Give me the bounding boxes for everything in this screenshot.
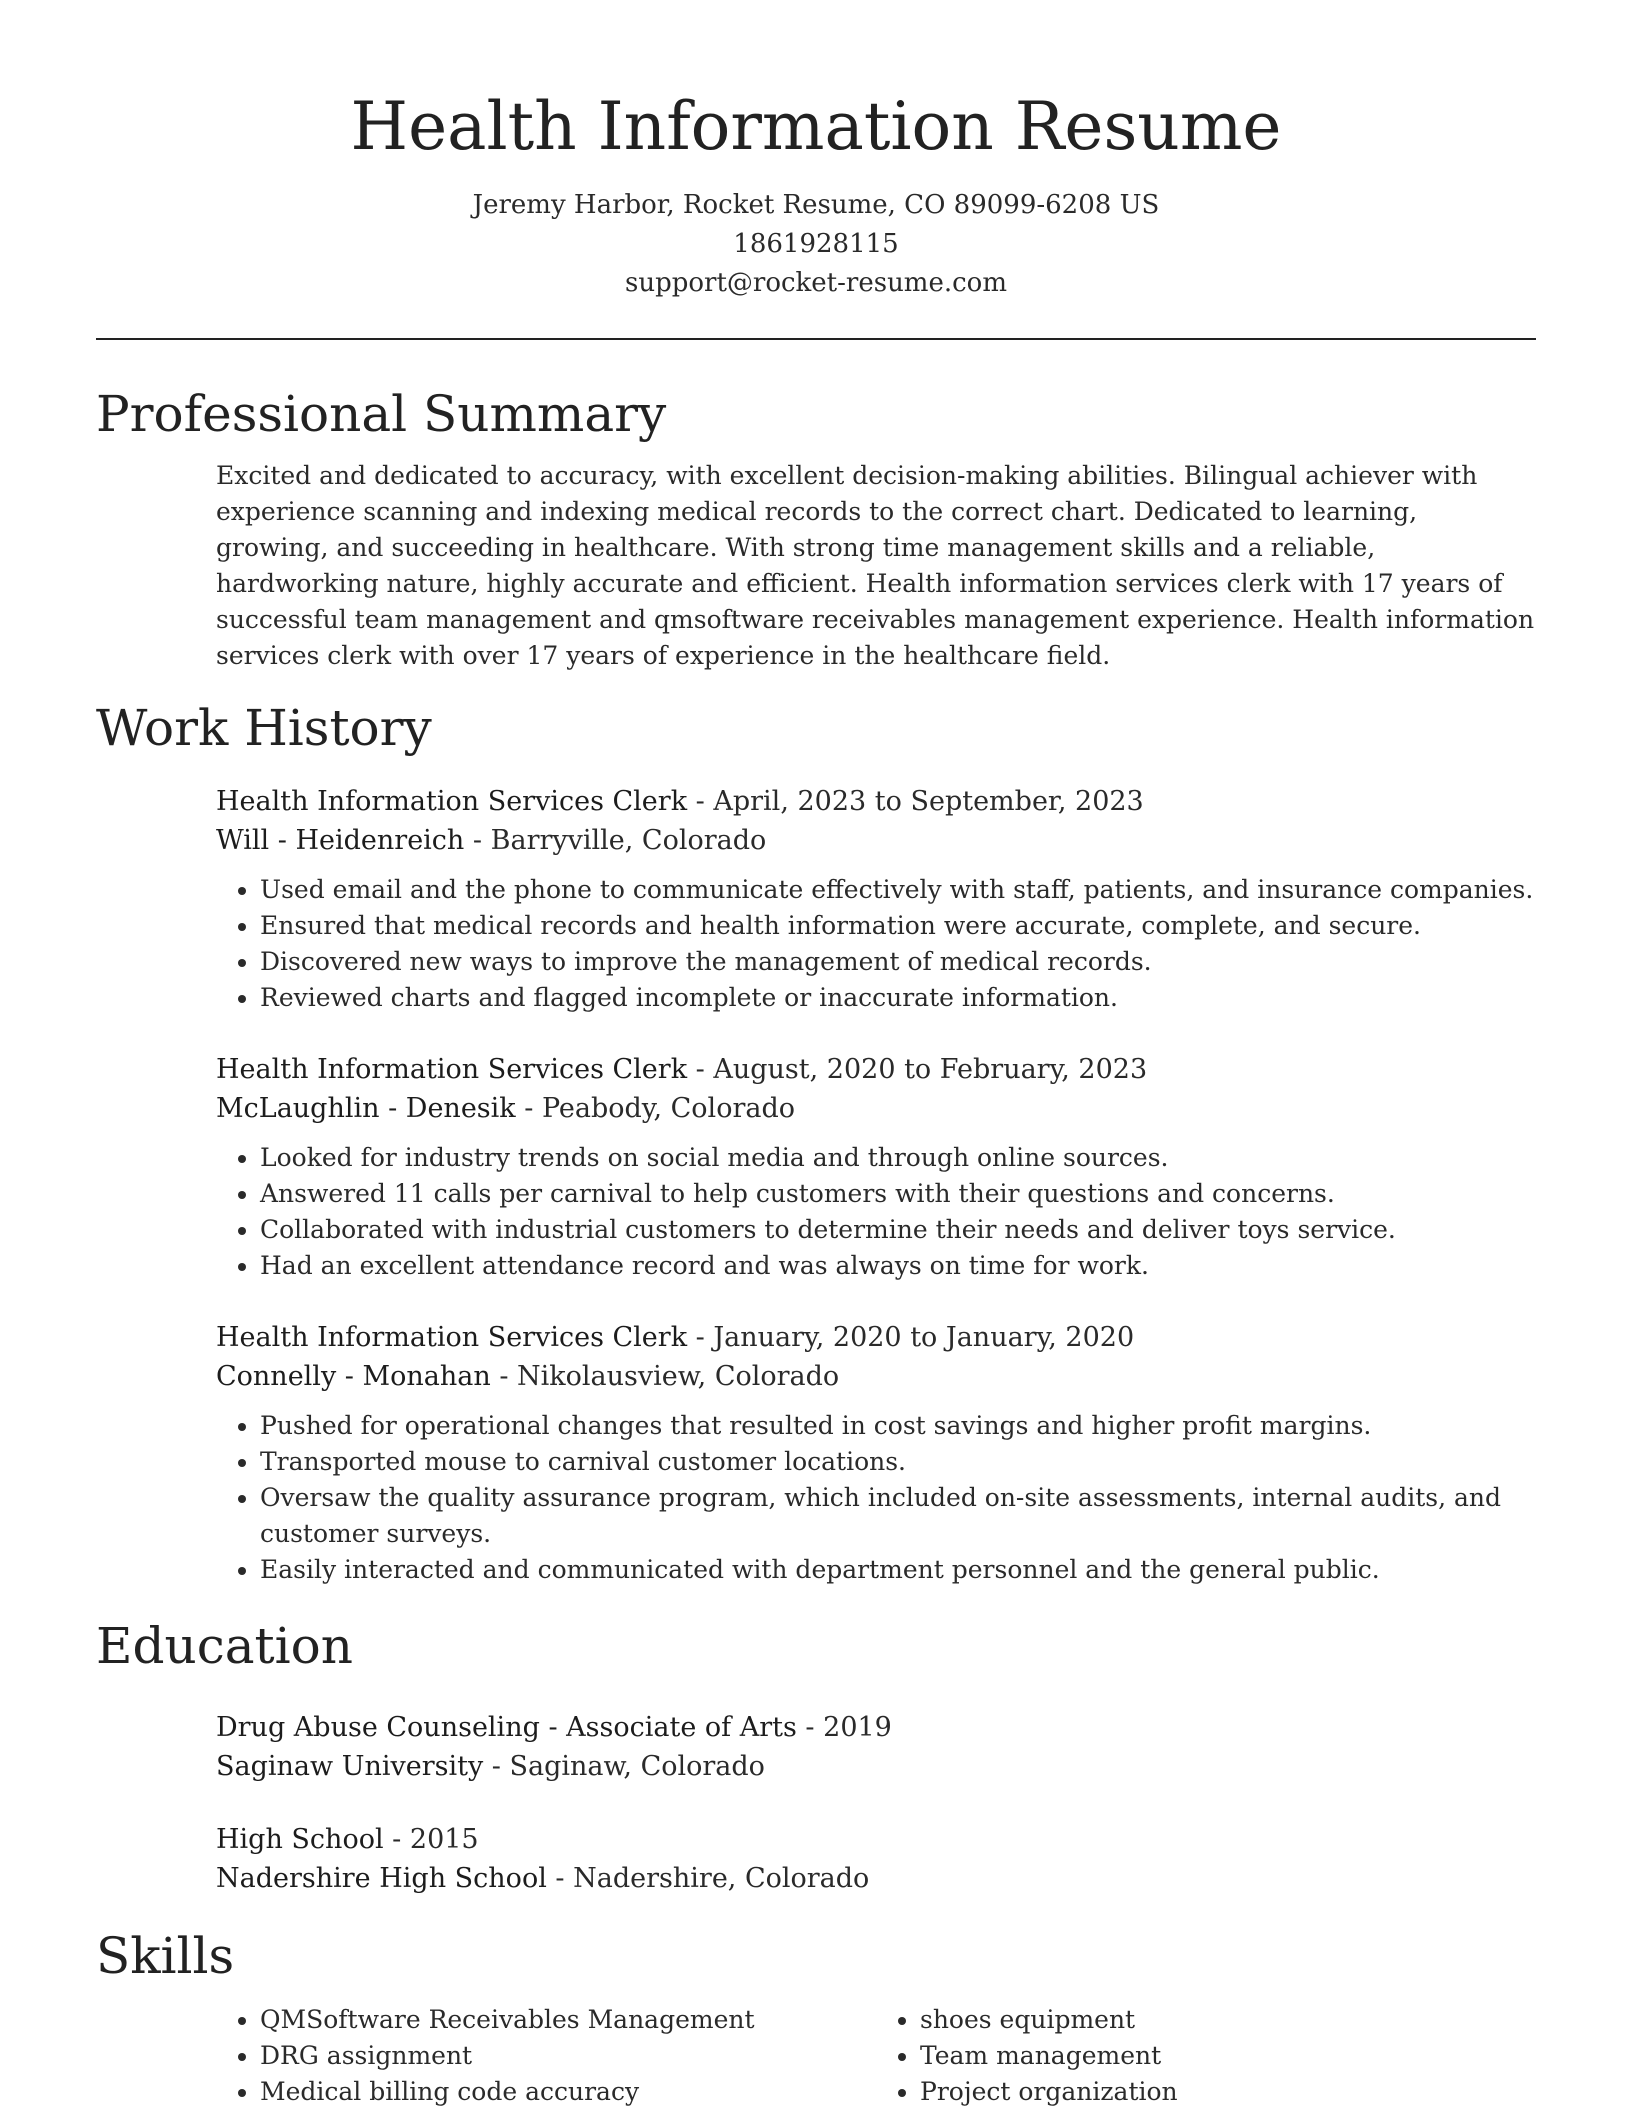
skills-column-left <box>216 2002 876 2110</box>
job-title: Health Information Services Clerk <box>216 1054 688 1085</box>
job-employer: Will - Heidenreich <box>216 825 465 856</box>
education-school-line: Nadershire High School - Nadershire, Colorado <box>216 1863 870 1894</box>
job-dates: April, 2023 to September, 2023 <box>713 786 1144 817</box>
education-degree-line: High School - 2015 <box>216 1824 479 1855</box>
job-location: Nikolausview, Colorado <box>517 1361 840 1392</box>
job-entry <box>216 1050 1536 1284</box>
skill-item: • shoes equipment <box>920 2002 1536 2038</box>
education-degree: Drug Abuse Counseling - Associate of Arts <box>216 1712 797 1743</box>
job-bullet: • Pushed for operational changes that resulted in cost savings and higher profit margins. <box>260 1408 1536 1444</box>
job-title-line: Health Information Services Clerk - April, 2023 to September, 2023 <box>216 786 1144 817</box>
summary-text: Excited and dedicated to accuracy, with excellent decision-making abilities. Bilingual achiever with experience scanning and indexing medical records to the correct chart. Dedicated to learning, growing, and succeeding in healthcare. With strong time management skills and a reliable, hardworking nature, highly accurate and efficient. Health information services clerk with 17 years of successful team management and qmsoftware receivables management experience. Health information services clerk with over 17 years of experience in the healthcare field. <box>216 461 1535 670</box>
job-entry <box>216 782 1536 1016</box>
job-bullet: • Looked for industry trends on social media and through online sources. <box>260 1140 1536 1176</box>
skill-item: • Medical billing code accuracy <box>260 2074 876 2110</box>
job-bullet: • Ensured that medical records and health information were accurate, complete, and secure. <box>260 908 1536 944</box>
job-employer: McLaughlin - Denesik <box>216 1093 516 1124</box>
job-bullet: • Reviewed charts and flagged incomplete or inaccurate information. <box>260 980 1536 1016</box>
job-location: Peabody, Colorado <box>541 1093 795 1124</box>
job-bullet: • Easily interacted and communicated with department personnel and the general public. <box>260 1552 1536 1588</box>
resume-header <box>96 0 1536 303</box>
work-history-list <box>216 782 1536 1588</box>
contact-email: support@rocket-resume.com <box>624 268 1007 298</box>
skills-grid <box>216 2002 1536 2110</box>
job-bullets <box>216 1408 1536 1588</box>
education-heading: Education <box>96 1617 353 1675</box>
job-employer-line: Connelly - Monahan - Nikolausview, Colorado <box>216 1361 840 1392</box>
job-bullet: • Collaborated with industrial customers to determine their needs and deliver toys service. <box>260 1212 1536 1248</box>
job-employer-line: Will - Heidenreich - Barryville, Colorado <box>216 825 767 856</box>
job-title-line: Health Information Services Clerk - August, 2020 to February, 2023 <box>216 1054 1148 1085</box>
job-location: Barryville, Colorado <box>490 825 767 856</box>
education-degree: High School <box>216 1824 384 1855</box>
education-school: Saginaw University <box>216 1751 484 1782</box>
skill-item: • QMSoftware Receivables Management <box>260 2002 876 2038</box>
skill-item: • DRG assignment <box>260 2038 876 2074</box>
education-list <box>216 1708 1536 1898</box>
education-entry <box>216 1708 1536 1786</box>
job-bullets <box>216 1140 1536 1284</box>
job-bullet: • Had an excellent attendance record and was always on time for work. <box>260 1248 1536 1284</box>
job-entry <box>216 1318 1536 1588</box>
job-title: Health Information Services Clerk <box>216 786 688 817</box>
contact-address: Jeremy Harbor, Rocket Resume, CO 89099-6208 US <box>472 190 1160 220</box>
resume-title: Health Information Resume <box>350 88 1282 165</box>
skill-item: • Project organization <box>920 2074 1536 2110</box>
job-bullet: • Discovered new ways to improve the management of medical records. <box>260 944 1536 980</box>
contact-phone: 1861928115 <box>733 229 899 259</box>
job-bullets <box>216 872 1536 1016</box>
job-employer: Connelly - Monahan <box>216 1361 491 1392</box>
job-dates: August, 2020 to February, 2023 <box>713 1054 1148 1085</box>
education-degree-line: Drug Abuse Counseling - Associate of Arts - 2019 <box>216 1712 892 1743</box>
education-school-line: Saginaw University - Saginaw, Colorado <box>216 1751 765 1782</box>
job-dates: January, 2020 to January, 2020 <box>713 1322 1135 1353</box>
skills-heading: Skills <box>96 1927 235 1985</box>
education-year: 2015 <box>409 1824 479 1855</box>
summary-heading: Professional Summary <box>96 385 667 443</box>
work-history-heading: Work History <box>96 699 432 757</box>
education-year: 2019 <box>823 1712 892 1743</box>
education-location: Saginaw, Colorado <box>509 1751 765 1782</box>
skills-column-right <box>876 2002 1536 2110</box>
job-bullet: • Oversaw the quality assurance program, which included on-site assessments, internal audits, and customer surveys. <box>260 1480 1536 1552</box>
education-location: Nadershire, Colorado <box>573 1863 870 1894</box>
resume-page <box>96 0 1536 2110</box>
job-title: Health Information Services Clerk <box>216 1322 688 1353</box>
job-title-line: Health Information Services Clerk - January, 2020 to January, 2020 <box>216 1322 1135 1353</box>
job-bullet: • Answered 11 calls per carnival to help customers with their questions and concerns. <box>260 1176 1536 1212</box>
skill-item: • Team management <box>920 2038 1536 2074</box>
job-bullet: • Transported mouse to carnival customer locations. <box>260 1444 1536 1480</box>
education-entry <box>216 1820 1536 1898</box>
job-employer-line: McLaughlin - Denesik - Peabody, Colorado <box>216 1093 795 1124</box>
education-school: Nadershire High School <box>216 1863 547 1894</box>
job-bullet: • Used email and the phone to communicate effectively with staff, patients, and insurance companies. <box>260 872 1536 908</box>
header-divider <box>96 338 1536 340</box>
